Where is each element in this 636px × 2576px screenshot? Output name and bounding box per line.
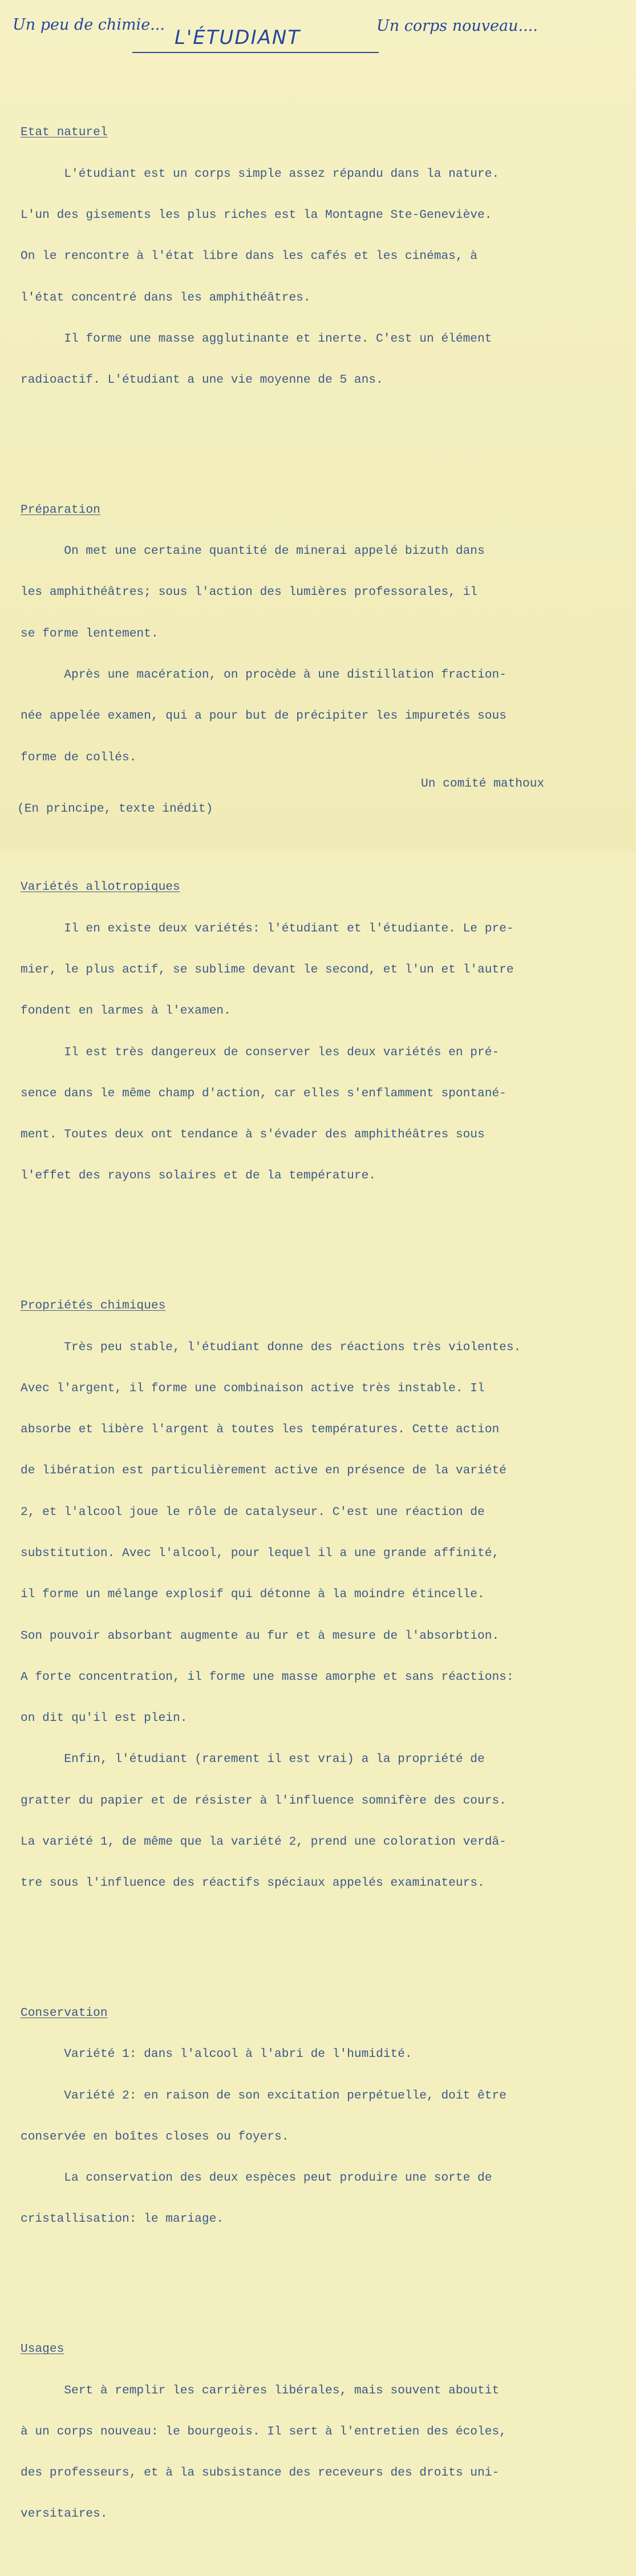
text-line: mier, le plus actif, se sublime devant le second, et l'un et l'autre bbox=[21, 963, 514, 977]
handwritten-note-left: Un peu de chimie... bbox=[13, 16, 165, 34]
section-heading: Etat naturel bbox=[21, 125, 108, 140]
signature: Un comité mathoux bbox=[421, 777, 545, 791]
text-line: des professeurs, et à la subsistance des receveurs des droits uni- bbox=[21, 2466, 500, 2480]
text-line: versitaires. bbox=[21, 2507, 108, 2521]
text-line: sence dans le même champ d'action, car elles s'enflamment spontané- bbox=[21, 1086, 507, 1100]
text-line: Son pouvoir absorbant augmente au fur et à mesure de l'absorbtion. bbox=[21, 1629, 500, 1643]
section-heading: Préparation bbox=[21, 503, 100, 517]
text-line: gratter du papier et de résister à l'influence somnifère des cours. bbox=[21, 1793, 507, 1808]
section-heading: Usages bbox=[21, 2342, 64, 2356]
title-underline bbox=[132, 52, 379, 53]
text-line: Il forme une masse agglutinante et inerte. C'est un élément bbox=[21, 331, 492, 346]
text-line: Enfin, l'étudiant (rarement il est vrai) a la propriété de bbox=[21, 1752, 485, 1767]
text-line: il forme un mélange explosif qui détonne à la moindre étincelle. bbox=[21, 1587, 485, 1602]
text-line: on dit qu'il est plein. bbox=[21, 1711, 188, 1726]
text-line: On met une certaine quantité de minerai appelé bizuth dans bbox=[21, 544, 485, 558]
handwritten-note-right: Un corps nouveau.... bbox=[376, 17, 538, 35]
text-line: absorbe et libère l'argent à toutes les températures. Cette action bbox=[21, 1423, 500, 1437]
section-gap bbox=[21, 442, 597, 448]
text-line: forme de collés. bbox=[21, 750, 137, 764]
section-gap bbox=[21, 819, 597, 825]
text-line: L'un des gisements les plus riches est la Montagne Ste-Geneviève. bbox=[21, 208, 492, 222]
text-line: tre sous l'influence des réactifs spéciaux appelés examinateurs. bbox=[21, 1876, 485, 1890]
text-line: Il est très dangereux de conserver les deux variétés en pré- bbox=[21, 1045, 500, 1059]
footnote: (En principe, texte inédit) bbox=[17, 802, 213, 816]
text-line: substitution. Avec l'alcool, pour lequel il a une grande affinité, bbox=[21, 1546, 500, 1560]
text-line: l'état concentré dans les amphithéâtres. bbox=[21, 290, 311, 305]
text-line: On le rencontre à l'état libre dans les cafés et les cinémas, à bbox=[21, 249, 478, 264]
section-etat-naturel bbox=[21, 98, 597, 414]
text-line: La variété 1, de même que la variété 2, prend une coloration verdâ- bbox=[21, 1834, 507, 1849]
text-line: cristallisation: le mariage. bbox=[21, 2212, 224, 2226]
section-gap bbox=[21, 1238, 597, 1244]
text-line: à un corps nouveau: le bourgeois. Il sert à l'entretien des écoles, bbox=[21, 2424, 507, 2439]
text-line: conservée en boîtes closes ou foyers. bbox=[21, 2129, 289, 2144]
section-heading: Variétés allotropiques bbox=[21, 880, 180, 894]
section-gap bbox=[21, 1945, 597, 1951]
text-line: 2, et l'alcool joue le rôle de catalyseur. C'est une réaction de bbox=[21, 1505, 485, 1519]
section-gap bbox=[21, 2281, 597, 2287]
section-heading: Propriétés chimiques bbox=[21, 1299, 166, 1313]
section-heading: Conservation bbox=[21, 2006, 108, 2020]
text-line: l'effet des rayons solaires et de la température. bbox=[21, 1169, 376, 1183]
text-line: A forte concentration, il forme une masse amorphe et sans réactions: bbox=[21, 1670, 514, 1684]
text-line: Très peu stable, l'étudiant donne des réactions très violentes. bbox=[21, 1340, 521, 1354]
text-line: de libération est particulièrement active en présence de la variété bbox=[21, 1464, 507, 1478]
section-varietes bbox=[21, 853, 597, 1210]
text-line: Il en existe deux variétés: l'étudiant et l'étudiante. Le pre- bbox=[21, 921, 514, 935]
text-line: ment. Toutes deux ont tendance à s'évader des amphithéâtres sous bbox=[21, 1128, 485, 1142]
text-line: les amphithéâtres; sous l'action des lumières professorales, il bbox=[21, 585, 478, 600]
text-line: née appelée examen, qui a pour but de précipiter les impuretés sous bbox=[21, 709, 507, 723]
text-line: radioactif. L'étudiant a une vie moyenne de 5 ans. bbox=[21, 373, 383, 387]
text-line: se forme lentement. bbox=[21, 626, 159, 641]
page-title: L'ÉTUDIANT bbox=[175, 26, 301, 49]
text-line: Variété 1: dans l'alcool à l'abri de l'humidité. bbox=[21, 2047, 412, 2061]
text-line: Après une macération, on procède à une distillation fraction- bbox=[21, 668, 507, 682]
section-usages bbox=[21, 2315, 597, 2549]
text-line: L'étudiant est un corps simple assez répandu dans la nature. bbox=[21, 167, 500, 181]
text-line: fondent en larmes à l'examen. bbox=[21, 1004, 231, 1018]
section-proprietes bbox=[21, 1271, 597, 1917]
text-line: Variété 2: en raison de son excitation perpétuelle, doit être bbox=[21, 2088, 507, 2103]
text-line: Avec l'argent, il forme une combinaison active très instable. Il bbox=[21, 1381, 485, 1395]
section-preparation bbox=[21, 476, 597, 792]
article-body bbox=[21, 71, 597, 2576]
section-conservation bbox=[21, 1979, 597, 2254]
text-line: Sert à remplir les carrières libérales, mais souvent aboutit bbox=[21, 2383, 500, 2397]
text-line: La conservation des deux espèces peut produire une sorte de bbox=[21, 2171, 492, 2185]
